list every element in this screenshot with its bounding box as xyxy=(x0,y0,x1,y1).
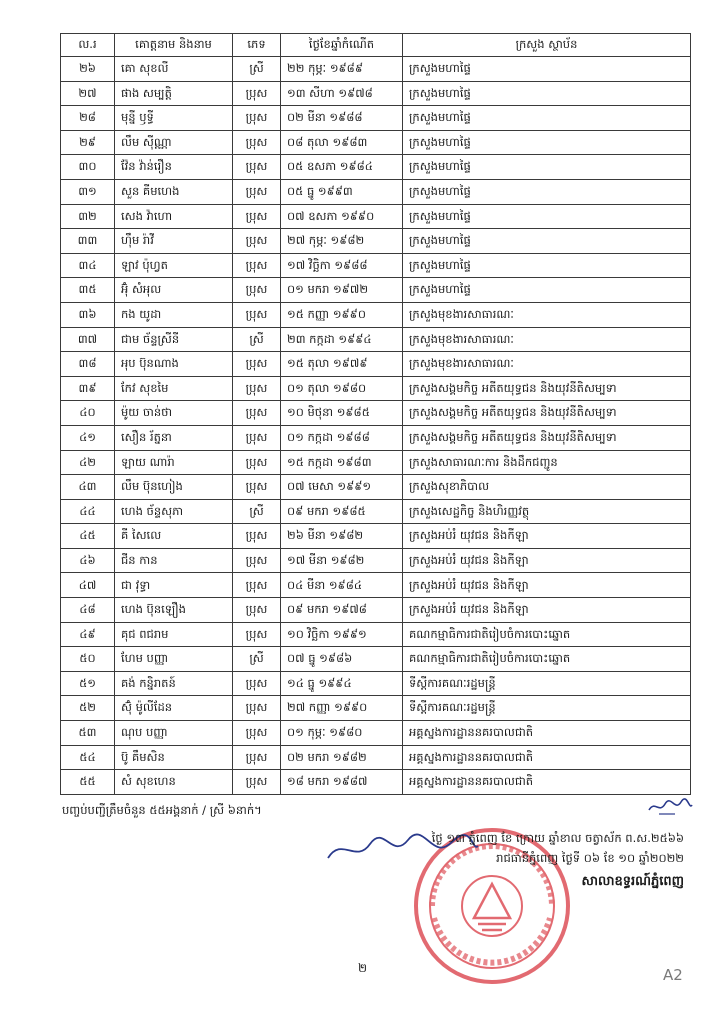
person-name: សួន គីមហេង xyxy=(115,179,233,204)
person-sex: ស្រី xyxy=(233,499,281,524)
table-row xyxy=(61,352,691,377)
person-sex: ប្រុស xyxy=(233,573,281,598)
person-sex: ស្រី xyxy=(233,327,281,352)
table-row xyxy=(61,81,691,106)
birth-date: ១៨ មករា ១៩៨៧ xyxy=(281,770,403,795)
person-sex: ប្រុស xyxy=(233,598,281,623)
header-ministry: ក្រសួង ស្ថាប័ន xyxy=(403,34,691,57)
place-date-line: រាជធានីភ្នំពេញ ថ្ងៃទី ០៦ ខែ ១០ ឆ្នាំ២០២២ xyxy=(496,851,684,865)
person-name: គី សៃលេ xyxy=(115,524,233,549)
person-sex: ប្រុស xyxy=(233,179,281,204)
person-name: ហេង ប៊ុនឡឿង xyxy=(115,598,233,623)
table-row xyxy=(61,253,691,278)
ministry: ទីស្តីការគណៈរដ្ឋមន្ត្រី xyxy=(403,671,691,696)
row-number: ៤៤ xyxy=(61,499,115,524)
signatory-title: សាលាឧទ្ធរណ៍ភ្នំពេញ xyxy=(581,874,684,889)
ministry: ក្រសួងមហាផ្ទៃ xyxy=(403,253,691,278)
table-row xyxy=(61,130,691,155)
person-sex: ប្រុស xyxy=(233,352,281,377)
person-name: គុជ ពជរាម xyxy=(115,622,233,647)
birth-date: ០១ មករា ១៩៧២ xyxy=(281,278,403,303)
ministry: គណកម្មាធិការជាតិរៀបចំការបោះឆ្នោត xyxy=(403,622,691,647)
table-row xyxy=(61,155,691,180)
person-sex: ប្រុស xyxy=(233,204,281,229)
table-row xyxy=(61,598,691,623)
row-number: ៤១ xyxy=(61,425,115,450)
person-name: វ៉ែន វ៉ាន់រឿន xyxy=(115,155,233,180)
person-name: សំ សុខហេន xyxy=(115,770,233,795)
birth-date: ០៨ តុលា ១៩៨៣ xyxy=(281,130,403,155)
ministry: ក្រសួងអប់រំ យុវជន និងកីឡា xyxy=(403,598,691,623)
ministry: ក្រសួងមហាផ្ទៃ xyxy=(403,130,691,155)
ministry: អគ្គស្នងការដ្ឋាននគរបាលជាតិ xyxy=(403,770,691,795)
person-sex: ប្រុស xyxy=(233,721,281,746)
person-name: កែវ សុខមៃ xyxy=(115,376,233,401)
row-number: ៣០ xyxy=(61,155,115,180)
person-sex: ប្រុស xyxy=(233,229,281,254)
birth-date: ២៦ មីនា ១៩៨២ xyxy=(281,524,403,549)
birth-date: ២២ កុម្ភៈ ១៩៨៩ xyxy=(281,57,403,82)
row-number: ៥៣ xyxy=(61,721,115,746)
ministry: គណកម្មាធិការជាតិរៀបចំការបោះឆ្នោត xyxy=(403,647,691,672)
birth-date: ១៤ ធ្នូ ១៩៩៤ xyxy=(281,671,403,696)
birth-date: ១៥ កញ្ញា ១៩៩០ xyxy=(281,302,403,327)
row-number: ២៧ xyxy=(61,81,115,106)
row-number: ២៦ xyxy=(61,57,115,82)
table-row xyxy=(61,499,691,524)
row-number: ៤៣ xyxy=(61,475,115,500)
table-row xyxy=(61,475,691,500)
ministry: ទីស្តីការគណៈរដ្ឋមន្ត្រី xyxy=(403,696,691,721)
row-number: ៤៧ xyxy=(61,573,115,598)
ministry: ក្រសួងសេដ្ឋកិច្ច និងហិរញ្ញវត្ថុ xyxy=(403,499,691,524)
ministry: ក្រសួងមហាផ្ទៃ xyxy=(403,278,691,303)
table-row xyxy=(61,425,691,450)
person-name: លឹម ប៊ុនហៀង xyxy=(115,475,233,500)
person-name: ហែម បញ្ញា xyxy=(115,647,233,672)
row-number: ៤៥ xyxy=(61,524,115,549)
birth-date: ១៧ មីនា ១៩៨២ xyxy=(281,548,403,573)
table-row xyxy=(61,450,691,475)
table-row xyxy=(61,302,691,327)
person-name: អ៊ុំ សំអុល xyxy=(115,278,233,303)
birth-date: ០១ កុម្ភៈ ១៩៨០ xyxy=(281,721,403,746)
row-number: ៤៦ xyxy=(61,548,115,573)
row-number: ៣៦ xyxy=(61,302,115,327)
person-sex: ប្រុស xyxy=(233,130,281,155)
ministry: ក្រសួងមហាផ្ទៃ xyxy=(403,57,691,82)
person-sex: ប្រុស xyxy=(233,376,281,401)
birth-date: ០៩ មករា ១៩៧៨ xyxy=(281,598,403,623)
person-sex: ប្រុស xyxy=(233,253,281,278)
row-number: ៥០ xyxy=(61,647,115,672)
table-body xyxy=(61,57,691,795)
birth-date: ១៥ តុលា ១៩៧៩ xyxy=(281,352,403,377)
table-row xyxy=(61,376,691,401)
row-number: ៣៣ xyxy=(61,229,115,254)
ministry: ក្រសួងសុខាភិបាល xyxy=(403,475,691,500)
row-number: ៣៤ xyxy=(61,253,115,278)
table-row xyxy=(61,770,691,795)
row-number: ៣៧ xyxy=(61,327,115,352)
birth-date: ០១ តុលា ១៩៨០ xyxy=(281,376,403,401)
table-row xyxy=(61,573,691,598)
birth-date: ២៣ កក្កដា ១៩៩៤ xyxy=(281,327,403,352)
ministry: ក្រសួងមហាផ្ទៃ xyxy=(403,179,691,204)
person-name: ឡាយ ណារ៉ា xyxy=(115,450,233,475)
header-sex: ភេទ xyxy=(233,34,281,57)
person-name: អុប ប៊ុនណាង xyxy=(115,352,233,377)
birth-date: ០២ មករា ១៩៨២ xyxy=(281,745,403,770)
roster-table xyxy=(60,33,691,795)
person-name: ប៊ូ គឹមសិន xyxy=(115,745,233,770)
margin-annotation: A2 xyxy=(663,966,683,984)
birth-date: ២៧ កញ្ញា ១៩៩០ xyxy=(281,696,403,721)
person-name: សឿន រ័ត្ននា xyxy=(115,425,233,450)
ministry: អគ្គស្នងការដ្ឋាននគរបាលជាតិ xyxy=(403,721,691,746)
ministry: ក្រសួងអប់រំ យុវជន និងកីឡា xyxy=(403,573,691,598)
person-name: កង យូដា xyxy=(115,302,233,327)
person-name: មុន្នី ឫទ្ធី xyxy=(115,106,233,131)
table-row xyxy=(61,524,691,549)
person-sex: ស្រី xyxy=(233,57,281,82)
person-sex: ប្រុស xyxy=(233,696,281,721)
person-name: ហ៊ឹម រ៉ាវី xyxy=(115,229,233,254)
person-name: គោ សុខលី xyxy=(115,57,233,82)
person-sex: ប្រុស xyxy=(233,401,281,426)
person-name: ឡាវ ប៉ុហ្វត xyxy=(115,253,233,278)
table-row xyxy=(61,671,691,696)
birth-date: ០៥ ធ្នូ ១៩៩៣ xyxy=(281,179,403,204)
ministry: ក្រសួងមុខងារសាធារណៈ xyxy=(403,352,691,377)
birth-date: ០៥ ឧសភា ១៩៨៤ xyxy=(281,155,403,180)
header-number: ល.រ xyxy=(61,34,115,57)
table-row xyxy=(61,721,691,746)
person-name: លឹម ស៊ីណ្ណា xyxy=(115,130,233,155)
birth-date: ០៩ មករា ១៩៨៥ xyxy=(281,499,403,524)
list-summary: បញ្ចប់បញ្ជីត្រឹមចំនួន ៥៥អង្គនាក់ / ស្រី ៦នាក់។ xyxy=(62,803,262,817)
lunar-date-line: ថ្ងៃ ១៣ ភ្នំពេញ ខែ ក្រោយ ឆ្នាំខាល ចត្វាស័ក ព.ស.២៥៦៦ xyxy=(431,831,684,845)
person-name: ម៉ូយ ចាន់ថា xyxy=(115,401,233,426)
person-name: ស៊ុំ ម៉ូលីដែន xyxy=(115,696,233,721)
ministry: ក្រសួងអប់រំ យុវជន និងកីឡា xyxy=(403,548,691,573)
ministry: ក្រសួងមហាផ្ទៃ xyxy=(403,106,691,131)
table-row xyxy=(61,647,691,672)
table-row xyxy=(61,179,691,204)
person-name: ណុប បញ្ញា xyxy=(115,721,233,746)
person-sex: ប្រុស xyxy=(233,106,281,131)
person-sex: ប្រុស xyxy=(233,745,281,770)
person-sex: ប្រុស xyxy=(233,278,281,303)
birth-date: ១៥ កក្កដា ១៩៨៣ xyxy=(281,450,403,475)
table-row xyxy=(61,696,691,721)
row-number: ៣៥ xyxy=(61,278,115,303)
person-name: ជាម ច័ន្ទស្រីនី xyxy=(115,327,233,352)
person-sex: ប្រុស xyxy=(233,155,281,180)
person-name: ជីន កាន xyxy=(115,548,233,573)
ministry: ក្រសួងសាធារណៈការ និងដឹកជញ្ជូន xyxy=(403,450,691,475)
person-sex: ប្រុស xyxy=(233,302,281,327)
table-row xyxy=(61,401,691,426)
row-number: ៥៥ xyxy=(61,770,115,795)
table-row xyxy=(61,106,691,131)
table-row xyxy=(61,745,691,770)
ministry: ក្រសួងមុខងារសាធារណៈ xyxy=(403,327,691,352)
birth-date: ០៧ ឧសភា ១៩៩០ xyxy=(281,204,403,229)
person-sex: ប្រុស xyxy=(233,770,281,795)
birth-date: ២៧ កុម្ភៈ ១៩៨២ xyxy=(281,229,403,254)
row-number: ៤៨ xyxy=(61,598,115,623)
table-row xyxy=(61,57,691,82)
row-number: ៥៤ xyxy=(61,745,115,770)
person-sex: ប្រុស xyxy=(233,548,281,573)
row-number: ៤៩ xyxy=(61,622,115,647)
table-row xyxy=(61,548,691,573)
table-row xyxy=(61,204,691,229)
birth-date: ០១ កក្កដា ១៩៨៨ xyxy=(281,425,403,450)
birth-date: ១៣ សីហា ១៩៧៨ xyxy=(281,81,403,106)
page-number: ២ xyxy=(358,961,368,975)
ministry: ក្រសួងសង្គមកិច្ច អតីតយុទ្ធជន និងយុវនីតិសម្បទា xyxy=(403,425,691,450)
ministry: ក្រសួងសង្គមកិច្ច អតីតយុទ្ធជន និងយុវនីតិសម្បទា xyxy=(403,376,691,401)
person-sex: ប្រុស xyxy=(233,81,281,106)
ministry: ក្រសួងមុខងារសាធារណៈ xyxy=(403,302,691,327)
ministry: ក្រសួងសង្គមកិច្ច អតីតយុទ្ធជន និងយុវនីតិសម្បទា xyxy=(403,401,691,426)
ministry: ក្រសួងអប់រំ យុវជន និងកីឡា xyxy=(403,524,691,549)
birth-date: ១៧ វិច្ឆិកា ១៩៨៨ xyxy=(281,253,403,278)
person-name: ហេង ច័ន្ទសុភា xyxy=(115,499,233,524)
ministry: អគ្គស្នងការដ្ឋាននគរបាលជាតិ xyxy=(403,745,691,770)
person-name: គង់ កន្និរាតន៍ xyxy=(115,671,233,696)
birth-date: ០៧ មេសា ១៩៩១ xyxy=(281,475,403,500)
table-row xyxy=(61,327,691,352)
table-row xyxy=(61,278,691,303)
table-row xyxy=(61,229,691,254)
person-name: សេង វ៉ាហោ xyxy=(115,204,233,229)
row-number: ២៨ xyxy=(61,106,115,131)
ministry: ក្រសួងមហាផ្ទៃ xyxy=(403,81,691,106)
signature-block xyxy=(432,828,684,892)
row-number: ៥២ xyxy=(61,696,115,721)
header-birthdate: ថ្ងៃខែឆ្នាំកំណើត xyxy=(281,34,403,57)
row-number: ៣៨ xyxy=(61,352,115,377)
birth-date: ០៤ មីនា ១៩៨៤ xyxy=(281,573,403,598)
handwritten-initials xyxy=(645,796,695,818)
row-number: ៣២ xyxy=(61,204,115,229)
row-number: ៣១ xyxy=(61,179,115,204)
ministry: ក្រសួងមហាផ្ទៃ xyxy=(403,155,691,180)
row-number: ៤០ xyxy=(61,401,115,426)
person-sex: ប្រុស xyxy=(233,450,281,475)
person-sex: ប្រុស xyxy=(233,425,281,450)
ministry: ក្រសួងមហាផ្ទៃ xyxy=(403,229,691,254)
ministry: ក្រសួងមហាផ្ទៃ xyxy=(403,204,691,229)
birth-date: ១០ មិថុនា ១៩៨៥ xyxy=(281,401,403,426)
row-number: ២៩ xyxy=(61,130,115,155)
person-sex: ស្រី xyxy=(233,647,281,672)
birth-date: ០៧ ធ្នូ ១៩៨៦ xyxy=(281,647,403,672)
birth-date: ០២ មីនា ១៩៨៨ xyxy=(281,106,403,131)
person-sex: ប្រុស xyxy=(233,622,281,647)
person-name: ជា វុទ្ធា xyxy=(115,573,233,598)
row-number: ៥១ xyxy=(61,671,115,696)
table-row xyxy=(61,622,691,647)
person-sex: ប្រុស xyxy=(233,524,281,549)
person-name: ផាង សម្បត្តិ xyxy=(115,81,233,106)
birth-date: ១០ វិច្ឆិកា ១៩៩១ xyxy=(281,622,403,647)
person-sex: ប្រុស xyxy=(233,671,281,696)
row-number: ៤២ xyxy=(61,450,115,475)
row-number: ៣៩ xyxy=(61,376,115,401)
header-name: គោត្តនាម និងនាម xyxy=(115,34,233,57)
person-sex: ប្រុស xyxy=(233,475,281,500)
table-header-row xyxy=(61,34,691,57)
